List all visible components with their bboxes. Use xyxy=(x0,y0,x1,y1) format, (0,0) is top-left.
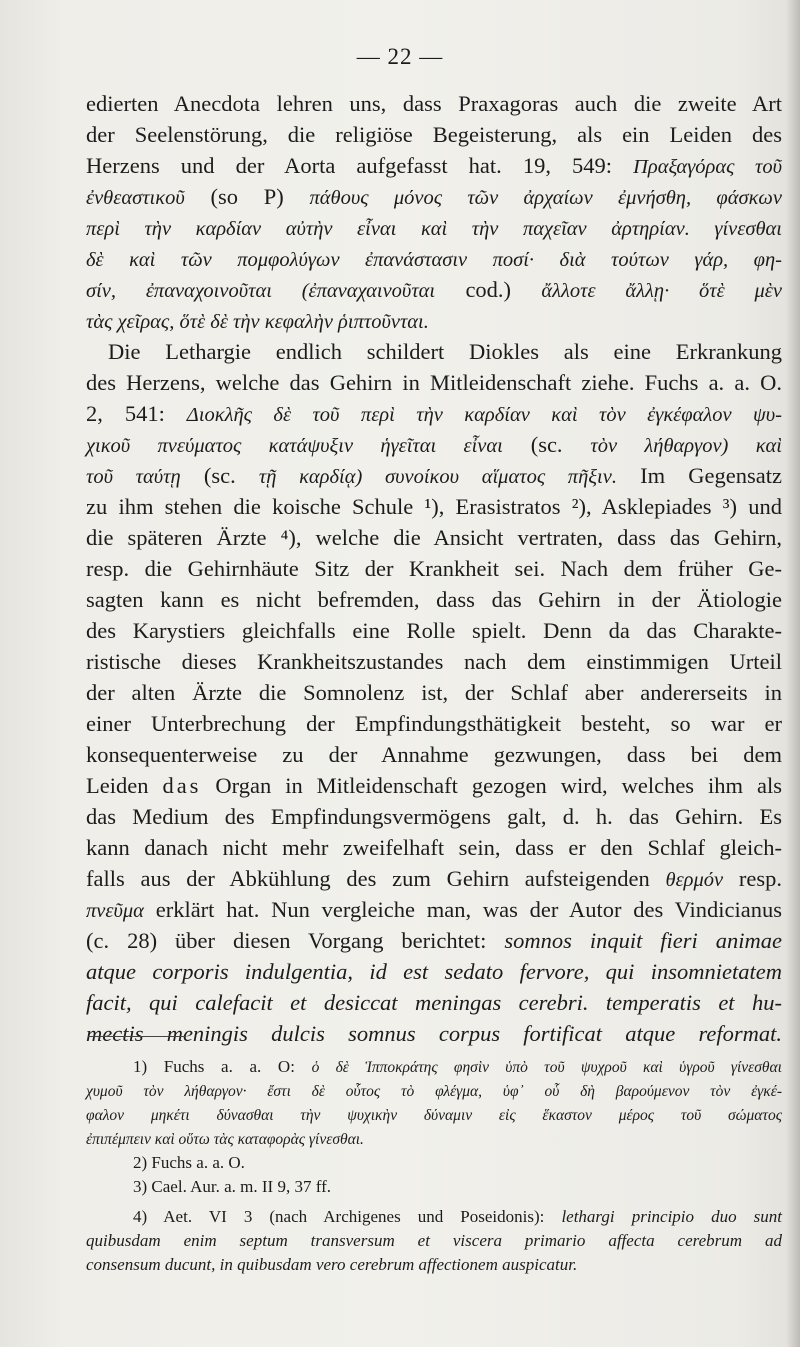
text-line: einer Unterbrechung der Empfindungsthätigkeit besteht, so war er xyxy=(86,711,782,736)
footnote-line: consensum ducunt, in quibusdam vero cerebrum affectionem auspicatur. xyxy=(86,1255,578,1274)
footnote-line: χυμοῦ τὸν λήθαργον· ἔστι δὲ οὗτος τὸ φλέγμα, ὑφ᾽ οὗ δὴ βαρούμενον τὸν ἐγκέ- xyxy=(86,1083,782,1100)
footnote-line: 3) Cael. Aur. a. m. II 9, 37 ff. xyxy=(133,1177,331,1196)
text-line: Die Lethargie endlich schildert Diokles als eine Erkrankung xyxy=(108,339,782,364)
text-line: 2, 541: Διοκλῆς δὲ τοῦ περὶ τὴν καρδίαν καὶ τὸν ἐγκέφαλον ψυ- xyxy=(86,401,782,426)
main-text xyxy=(86,88,782,1049)
text-line: ἐνθεαστικοῦ (so P) πάθους μόνος τῶν ἀρχαίων ἐμνήσθη, φάσκων xyxy=(86,184,782,209)
text-line: sagten kann es nicht befremden, dass das Gehirn in der Ätiologie xyxy=(86,587,782,612)
text-line: des Herzens, welche das Gehirn in Mitleidenschaft ziehe. Fuchs a. a. O. xyxy=(86,370,782,395)
page-edge-shadow xyxy=(786,0,800,1347)
text-line: des Karystiers gleichfalls eine Rolle spielt. Denn da das Charakte- xyxy=(86,618,782,643)
text-line: edierten Anecdota lehren uns, dass Praxagoras auch die zweite Art xyxy=(86,91,782,116)
text-line: facit, qui calefacit et desiccat meningas cerebri. temperatis et hu- xyxy=(86,990,782,1015)
text-line: das Medium des Empfindungsvermögens galt, d. h. das Gehirn. Es xyxy=(86,804,782,829)
page-number: — 22 — xyxy=(356,44,444,69)
text-line: τοῦ ταύτῃ (sc. τῇ καρδίᾳ) συνοίκου αἵματος πῆξιν. Im Gegensatz xyxy=(86,463,782,488)
text-line: der Seelenstörung, die religiöse Begeisterung, als ein Leiden des xyxy=(86,122,782,147)
footnote-line: ἐπιπέμπειν καὶ οὕτω τὰς καταφορὰς γίνεσθαι. xyxy=(86,1131,364,1148)
text-line: τὰς χεῖρας, ὅτὲ δὲ τὴν κεφαλὴν ῥιπτοῦνται. xyxy=(86,311,429,333)
text-line: kann danach nicht mehr zweifelhaft sein, dass er den Schlaf gleich- xyxy=(86,835,782,860)
text-line: δὲ καὶ τῶν πομφολύγων ἐπανάστασιν ποσί· διὰ τούτων γάρ, φη- xyxy=(86,249,782,271)
text-line: Herzens und der Aorta aufgefasst hat. 19, 549: Πραξαγόρας τοῦ xyxy=(86,153,782,178)
footnotes xyxy=(86,1055,782,1277)
footnote-separator xyxy=(88,1036,186,1037)
text-line: ristische dieses Krankheitszustandes nach dem einstimmigen Urteil xyxy=(86,649,782,674)
footnote-line: 2) Fuchs a. a. O. xyxy=(133,1153,245,1172)
text-line: falls aus der Abkühlung des zum Gehirn aufsteigenden θερμόν resp. xyxy=(86,866,782,891)
footnote-line: 4) Aet. VI 3 (nach Archigenes und Poseidonis): lethargi principio duo sunt xyxy=(133,1207,782,1226)
footnote-line: 1) Fuchs a. a. O: ὁ δὲ Ἱπποκράτης φησὶν ὑπὸ τοῦ ψυχροῦ καὶ ὑγροῦ γίνεσθαι xyxy=(133,1057,782,1076)
footnote-line: quibusdam enim septum transversum et viscera primario affecta cerebrum ad xyxy=(86,1231,782,1250)
text-line: Leiden das Organ in Mitleidenschaft gezogen wird, welches ihm als xyxy=(86,773,782,798)
footnote-line: φαλον μηκέτι δύνασθαι τὴν ψυχικὴν δύναμιν εἰς ἕκαστον μέρος τοῦ σώματος xyxy=(86,1107,782,1124)
text-line: mectis meningis dulcis somnus corpus fortificat atque reformat. xyxy=(86,1021,782,1046)
text-line: zu ihm stehen die koische Schule ¹), Erasistratos ²), Asklepiades ³) und xyxy=(86,494,782,519)
text-line: περὶ τὴν καρδίαν αὐτὴν εἶναι καὶ τὴν παχεῖαν ἀρτηρίαν. γίνεσθαι xyxy=(86,218,782,240)
text-line: (c. 28) über diesen Vorgang berichtet: somnos inquit fieri animae xyxy=(86,928,782,953)
text-line: resp. die Gehirnhäute Sitz der Krankheit sei. Nach dem früher Ge- xyxy=(86,556,782,581)
text-line: χικοῦ πνεύματος κατάψυξιν ἡγεῖται εἶναι (sc. τὸν λήθαργον) καὶ xyxy=(86,432,782,457)
text-line: konsequenterweise zu der Annahme gezwungen, dass bei dem xyxy=(86,742,782,767)
text-line: σίν, ἐπαναχοινοῦται (ἐπαναχαινοῦται cod.) ἄλλοτε ἄλλῃ· ὅτὲ μὲν xyxy=(86,277,782,302)
text-line: der alten Ärzte die Somnolenz ist, der Schlaf aber andererseits in xyxy=(86,680,782,705)
text-line: die späteren Ärzte ⁴), welche die Ansicht vertraten, dass das Gehirn, xyxy=(86,525,782,550)
text-line: πνεῦμα erklärt hat. Nun vergleiche man, was der Autor des Vindicianus xyxy=(86,897,782,922)
text-line: atque corporis indulgentia, id est sedato fervore, qui insomnietatem xyxy=(86,959,782,984)
